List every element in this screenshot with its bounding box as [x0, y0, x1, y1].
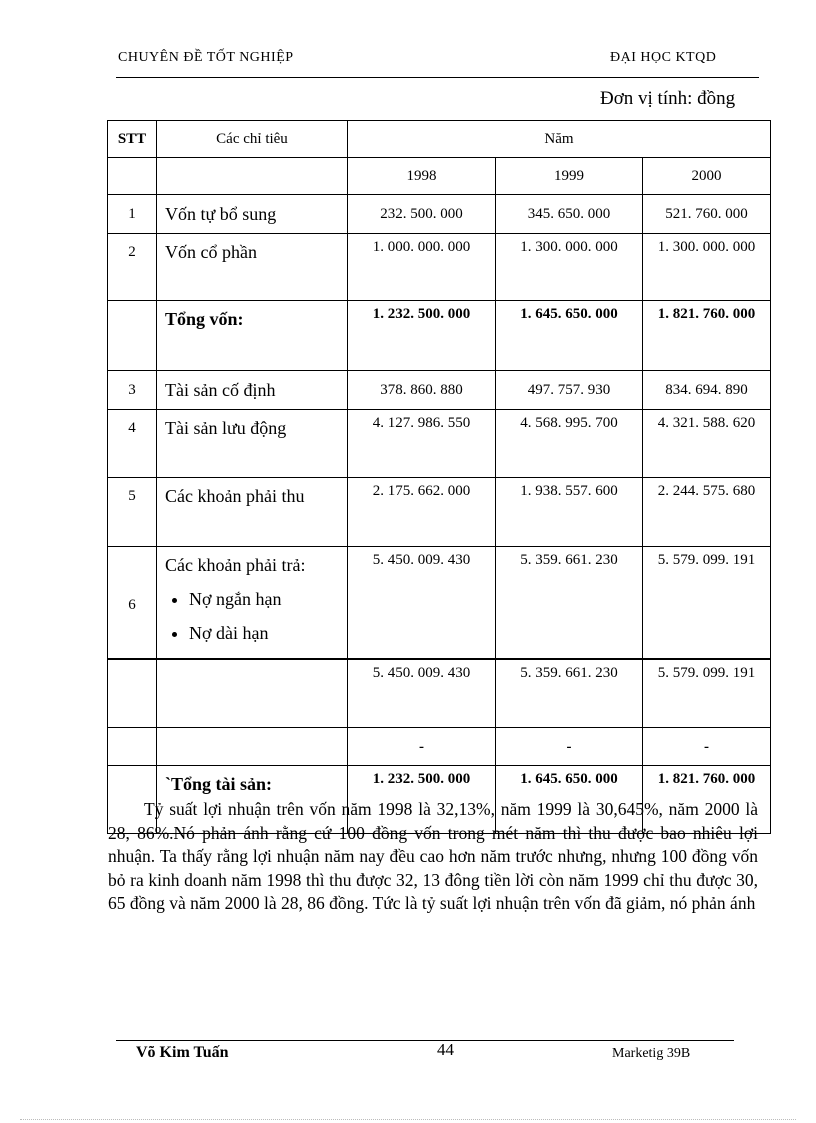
- row-value-1998: -: [348, 728, 496, 766]
- empty-cell: [157, 158, 348, 195]
- header-year: Năm: [348, 121, 771, 158]
- year-2000: 2000: [643, 158, 771, 195]
- table-row-payables: [108, 547, 771, 660]
- row-value-1999: 1. 300. 000. 000: [496, 234, 643, 301]
- table-row: [108, 195, 771, 234]
- row-stt: 1: [108, 195, 157, 234]
- table-row: [108, 410, 771, 478]
- row-name: `Tổng tài sản:: [157, 766, 348, 834]
- row-name: Tài sản lưu động: [157, 410, 348, 478]
- row-value-1999: 1. 938. 557. 600: [496, 478, 643, 547]
- row-stt: 4: [108, 410, 157, 478]
- row-value-2000: 5. 579. 099. 191: [643, 547, 771, 660]
- header-indicators: Các chỉ tiêu: [157, 121, 348, 158]
- row-value-1998: 5. 450. 009. 430: [348, 659, 496, 728]
- row-stt: 3: [108, 371, 157, 410]
- row-value-2000: 521. 760. 000: [643, 195, 771, 234]
- body-paragraph: Tỷ suất lợi nhuận trên vốn năm 1998 là 32,13%, năm 1999 là 30,645%, năm 2000 là 28, 86%.Nó phản ánh rằng cứ 100 đồng vốn trong mét năm thì thu được bao nhiêu lợi nhuận. Ta thấy rằng lợi nhuận năm nay đều cao hơn năm trước nhưng, nhưng 100 đồng vốn bỏ ra kinh doanh năm 1998 thì thu được 32, 13 đông tiền lời còn năm 1999 chỉ thu được 30, 65 đồng và năm 2000 là 28, 86 đồng. Tức là tỷ suất lợi nhuận trên vốn đã giảm, nó phản ánh: [108, 799, 758, 913]
- payables-sublist: [165, 582, 347, 650]
- table-row: [108, 234, 771, 301]
- header-title-right: ĐẠI HỌC KTQD: [610, 50, 717, 65]
- table-row: [108, 659, 771, 728]
- footer-divider: [116, 1040, 734, 1041]
- page-bottom-border: [20, 1119, 796, 1120]
- year-1998: 1998: [348, 158, 496, 195]
- row-value-1998: 2. 175. 662. 000: [348, 478, 496, 547]
- header-divider: [116, 77, 759, 78]
- row-stt: 6: [108, 547, 157, 660]
- table-row: [108, 371, 771, 410]
- row-value-1998: 1. 232. 500. 000: [348, 766, 496, 834]
- page-number: 44: [437, 1040, 454, 1059]
- row-value-1998: 4. 127. 986. 550: [348, 410, 496, 478]
- table-row: [108, 728, 771, 766]
- row-stt: [108, 728, 157, 766]
- row-value-2000: 1. 821. 760. 000: [643, 766, 771, 834]
- row-value-1998: 378. 860. 880: [348, 371, 496, 410]
- row-value-2000: 5. 579. 099. 191: [643, 659, 771, 728]
- row-value-2000: 2. 244. 575. 680: [643, 478, 771, 547]
- row-value-2000: 4. 321. 588. 620: [643, 410, 771, 478]
- row-name: Vốn cổ phần: [157, 234, 348, 301]
- row-name: Tài sản cố định: [157, 371, 348, 410]
- list-item-short-term-debt: • Nợ ngắn hạn: [189, 582, 347, 616]
- table-year-row: [108, 158, 771, 195]
- row-name: [157, 728, 348, 766]
- row-value-1998: 1. 232. 500. 000: [348, 301, 496, 371]
- row-value-1999: 5. 359. 661. 230: [496, 659, 643, 728]
- row-value-1999: 1. 645. 650. 000: [496, 766, 643, 834]
- row-name: Các khoản phải thu: [157, 478, 348, 547]
- row-value-1999: 345. 650. 000: [496, 195, 643, 234]
- table-row-total-capital: [108, 301, 771, 371]
- financial-table: [107, 120, 771, 834]
- row-name: [157, 659, 348, 728]
- row-value-1999: -: [496, 728, 643, 766]
- year-1999: 1999: [496, 158, 643, 195]
- row-value-1999: 5. 359. 661. 230: [496, 547, 643, 660]
- row-value-1998: 5. 450. 009. 430: [348, 547, 496, 660]
- row-value-1999: 1. 645. 650. 000: [496, 301, 643, 371]
- row-stt: [108, 301, 157, 371]
- footer-author: Võ Kim Tuấn: [136, 1044, 229, 1061]
- row-value-2000: 1. 821. 760. 000: [643, 301, 771, 371]
- row-value-1998: 232. 500. 000: [348, 195, 496, 234]
- row-name: Các khoản phải trả:: [165, 555, 306, 575]
- footer-class: Marketig 39B: [612, 1046, 691, 1061]
- row-stt: [108, 659, 157, 728]
- row-name: Tổng vốn:: [157, 301, 348, 371]
- row-value-2000: -: [643, 728, 771, 766]
- table-row: [108, 478, 771, 547]
- list-item-long-term-debt: • Nợ dài hạn: [189, 616, 347, 650]
- empty-cell: [108, 158, 157, 195]
- row-stt: 5: [108, 478, 157, 547]
- header-stt: STT: [108, 121, 157, 158]
- unit-note: Đơn vị tính: đồng: [600, 88, 736, 109]
- row-value-1999: 4. 568. 995. 700: [496, 410, 643, 478]
- row-value-2000: 834. 694. 890: [643, 371, 771, 410]
- row-name: Vốn tự bổ sung: [157, 195, 348, 234]
- row-stt: 2: [108, 234, 157, 301]
- row-value-1999: 497. 757. 930: [496, 371, 643, 410]
- row-value-1998: 1. 000. 000. 000: [348, 234, 496, 301]
- header-title-left: CHUYÊN ĐỀ TỐT NGHIỆP: [118, 50, 294, 65]
- table-header-row: [108, 121, 771, 158]
- row-value-2000: 1. 300. 000. 000: [643, 234, 771, 301]
- row-name-cell: [157, 547, 348, 660]
